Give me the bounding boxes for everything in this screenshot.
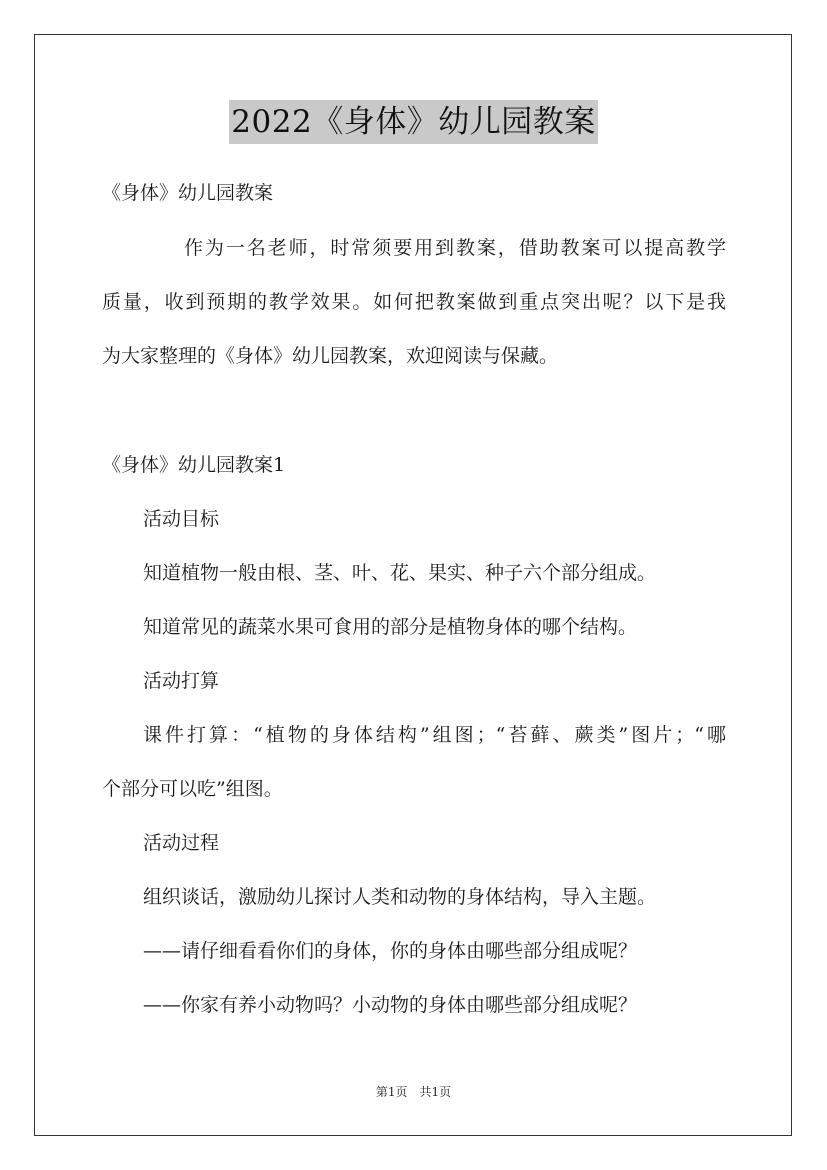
intro-line-2: 质量，收到预期的教学效果。如何把教案做到重点突出呢？以下是我	[102, 291, 726, 313]
process-item-1: 组织谈话，激励幼儿探讨人类和动物的身体结构，导入主题。	[143, 886, 657, 908]
goals-heading: 活动目标	[143, 508, 220, 530]
page-number-footer: 第1页 共1页	[375, 1085, 452, 1099]
title-container	[0, 100, 827, 144]
document-title: 2022《身体》幼儿园教案	[229, 100, 597, 144]
prep-line-1: 课件打算：“植物的身体结构”组图；“苔藓、蕨类”图片；“哪	[143, 724, 726, 746]
process-heading: 活动过程	[143, 832, 220, 854]
goal-item-1: 知道植物一般由根、茎、叶、花、果实、种子六个部分组成。	[143, 562, 657, 584]
intro-line-1: 作为一名老师，时常须要用到教案，借助教案可以提高教学	[184, 237, 726, 259]
process-item-3: ——你家有养小动物吗？小动物的身体由哪些部分组成呢？	[143, 994, 638, 1016]
section-title: 《身体》幼儿园教案1	[102, 454, 286, 476]
document-subtitle: 《身体》幼儿园教案	[102, 182, 274, 204]
intro-line-3: 为大家整理的《身体》幼儿园教案，欢迎阅读与保藏。	[102, 345, 559, 367]
prep-line-2: 个部分可以吃”组图。	[102, 778, 283, 800]
goal-item-2: 知道常见的蔬菜水果可食用的部分是植物身体的哪个结构。	[143, 616, 638, 638]
prep-heading: 活动打算	[143, 670, 220, 692]
process-item-2: ——请仔细看看你们的身体，你的身体由哪些部分组成呢？	[143, 940, 638, 962]
